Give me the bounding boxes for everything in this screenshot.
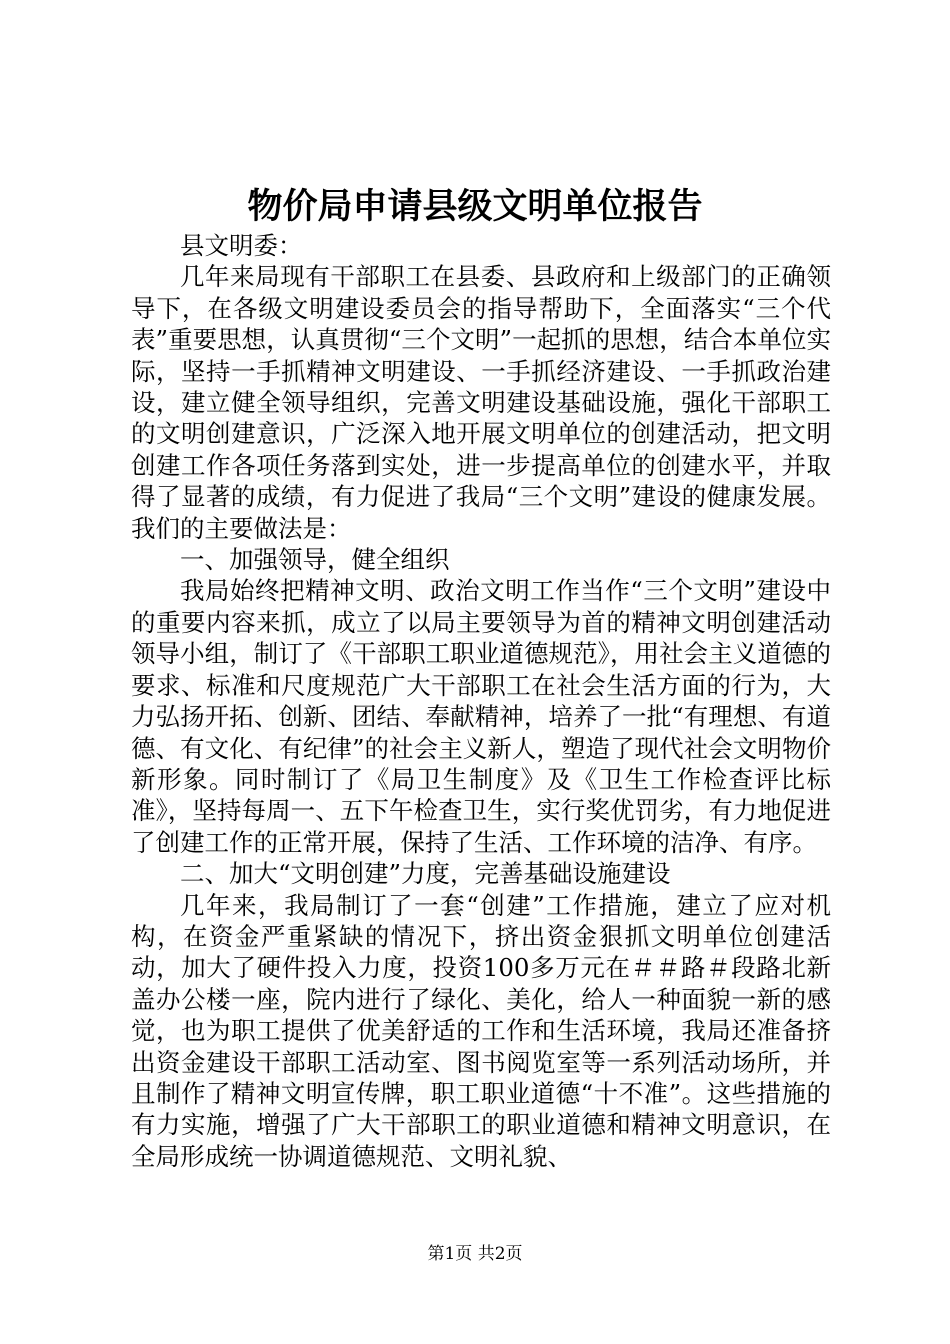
page-footer: 第1页 共2页 — [427, 1244, 523, 1264]
salutation: 县文明委： — [180, 231, 303, 260]
document-body — [131, 230, 831, 1172]
paragraph-intro: 几年来局现有干部职工在县委、县政府和上级部门的正确领导下，在各级文明建设委员会的指导帮助下，全面落实“三个代表”重要思想，认真贯彻“三个文明”一起抓的思想，结合本单位实际，坚持一手抓精神文明建设、一手抓经济建设、一手抓政治建设，建立健全领导组织，完善文明建设基础设施，强化干部职工的文明创建意识，广泛深入地开展文明单位的创建活动，把文明创建工作各项任务落到实处，进一步提高单位的创建水平，并取得了显著的成绩，有力促进了我局“三个文明”建设的健康发展。我们的主要做法是： — [131, 262, 831, 543]
paragraph-section-2: 几年来，我局制订了一套“创建”工作措施，建立了应对机构，在资金严重紧缺的情况下，挤出资金狠抓文明单位创建活动，加大了硬件投入力度，投资100多万元在＃＃路＃段路北新盖办公楼一座，院内进行了绿化、美化，给人一种面貌一新的感觉，也为职工提供了优美舒适的工作和生活环境，我局还准备挤出资金建设干部职工活动室、图书阅览室等一系列活动场所，并且制作了精神文明宣传牌，职工职业道德“十不准”。这些措施的有力实施，增强了广大干部职工的职业道德和精神文明意识，在全局形成统一协调道德规范、文明礼貌、 — [131, 890, 831, 1171]
section-heading-2: 二、加大“文明创建”力度，完善基础设施建设 — [180, 859, 671, 889]
paragraph-section-1: 我局始终把精神文明、政治文明工作当作“三个文明”建设中的重要内容来抓，成立了以局主要领导为首的精神文明创建活动领导小组，制订了《干部职工职业道德规范》，用社会主义道德的要求、标准和尺度规范广大干部职工在社会生活方面的行为，大力弘扬开拓、创新、团结、奉献精神，培养了一批“有理想、有道德、有文化、有纪律”的社会主义新人，塑造了现代社会文明物价新形象。同时制订了《局卫生制度》及《卫生工作检查评比标准》，坚持每周一、五下午检查卫生，实行奖优罚劣，有力地促进了创建工作的正常开展，保持了生活、工作环境的洁净、有序。 — [131, 576, 831, 857]
section-heading-1: 一、加强领导，健全组织 — [180, 545, 450, 575]
document-title: 物价局申请县级文明单位报告 — [247, 186, 703, 227]
